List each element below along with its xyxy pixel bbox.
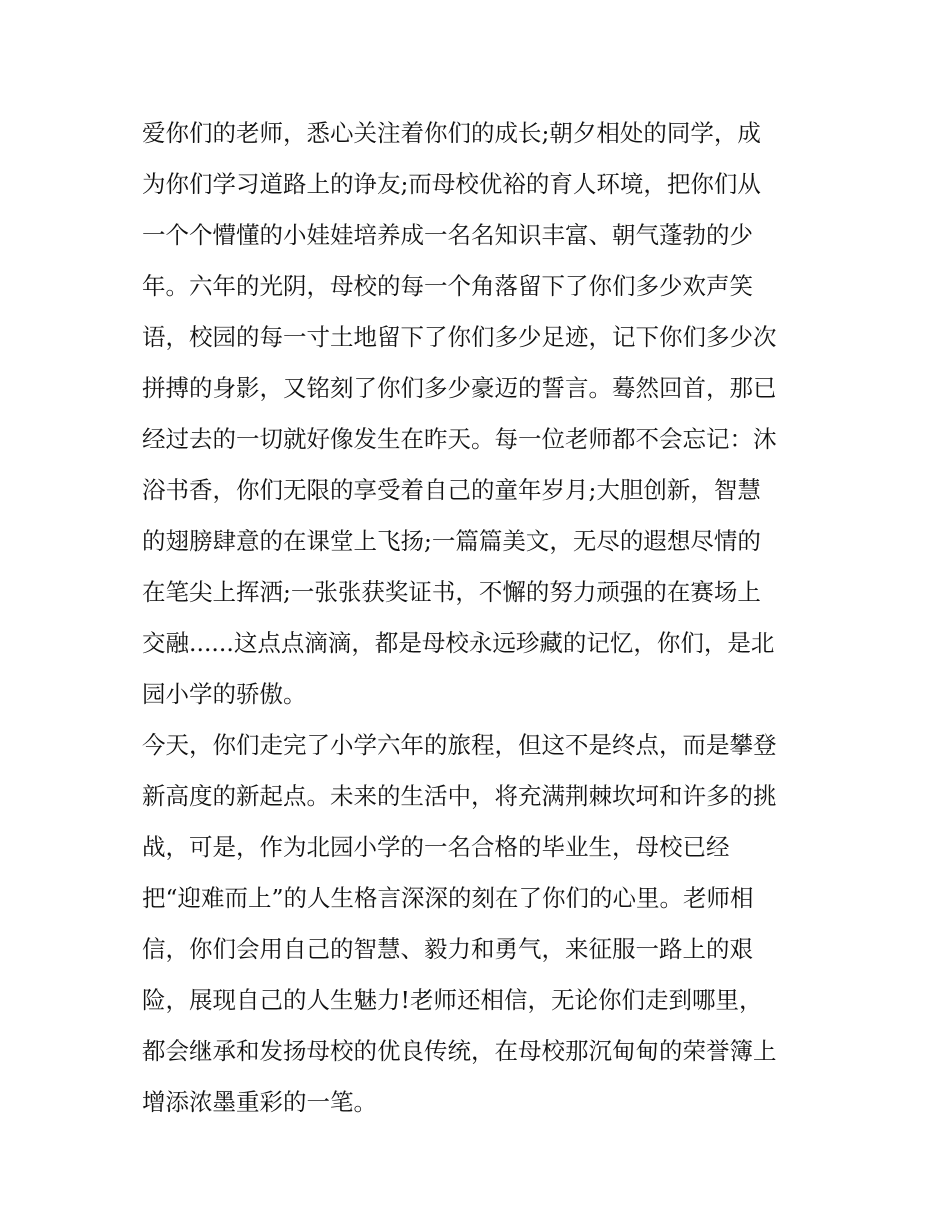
- text-line: 语，校园的每一寸土地留下了你们多少足迹，记下你们多少次: [142, 323, 777, 351]
- text-line: 的翅膀肆意的在课堂上飞扬;一篇篇美文，无尽的遐想尽情的: [142, 527, 761, 555]
- text-line: 交融......这点点滴滴，都是母校永远珍藏的记忆，你们，是北: [142, 629, 775, 657]
- text-line: 险，展现自己的人生魅力!老师还相信，无论你们走到哪里，: [142, 986, 763, 1014]
- document-body: [142, 108, 822, 1128]
- text-line: 为你们学习道路上的诤友;而母校优裕的育人环境，把你们从: [142, 170, 761, 198]
- text-line: 新高度的新起点。未来的生活中，将充满荆棘坎坷和许多的挑: [142, 782, 777, 810]
- text-line: 信，你们会用自己的智慧、毅力和勇气，来征服一路上的艰: [142, 935, 753, 963]
- text-line: 在笔尖上挥洒;一张张获奖证书，不懈的努力顽强的在赛场上: [142, 578, 761, 606]
- text-line: 战，可是，作为北园小学的一名合格的毕业生，母校已经: [142, 833, 730, 861]
- text-line: 今天，你们走完了小学六年的旅程，但这不是终点，而是攀登: [142, 731, 777, 759]
- text-line: 园小学的骄傲。: [142, 680, 307, 708]
- paragraph-2: [142, 720, 822, 1128]
- text-line: 一个个懵懂的小娃娃培养成一名名知识丰富、朝气蓬勃的少: [142, 221, 753, 249]
- text-line: 浴书香，你们无限的享受着自己的童年岁月;大胆创新，智慧: [142, 476, 761, 504]
- text-line: 爱你们的老师，悉心关注着你们的成长;朝夕相处的同学，成: [142, 119, 761, 147]
- text-line: 年。六年的光阴，母校的每一个角落留下了你们多少欢声笑: [142, 272, 753, 300]
- paragraph-1: [142, 108, 822, 720]
- text-line: 经过去的一切就好像发生在昨天。每一位老师都不会忘记：沐: [142, 425, 777, 453]
- text-line: 都会继承和发扬母校的优良传统，在母校那沉甸甸的荣誉簿上: [142, 1037, 777, 1065]
- text-line: 增添浓墨重彩的一笔。: [142, 1088, 377, 1116]
- text-line: 把“迎难而上”的人生格言深深的刻在了你们的心里。老师相: [142, 884, 754, 912]
- text-line: 拼搏的身影，又铭刻了你们多少豪迈的誓言。蓦然回首，那已: [142, 374, 777, 402]
